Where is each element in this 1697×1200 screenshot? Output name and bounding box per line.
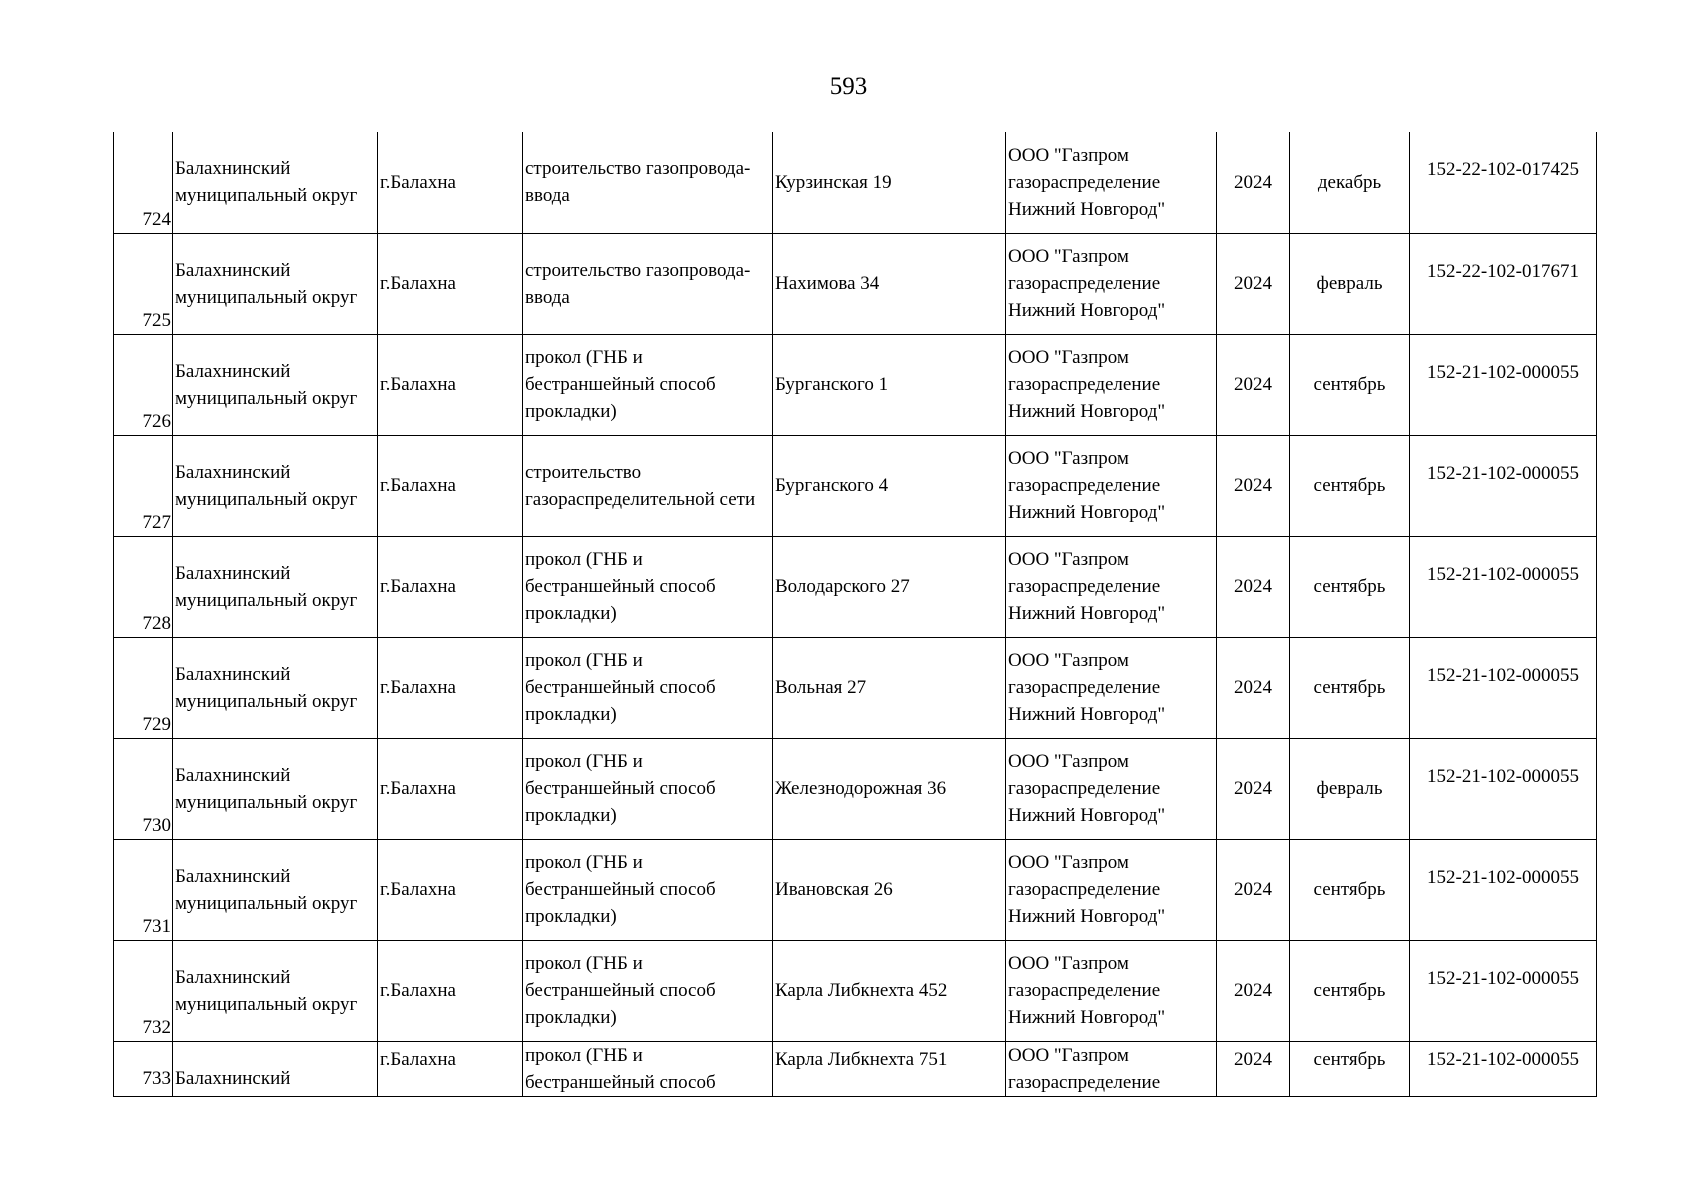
work-type-cell: строительство газопровода-ввода [523, 233, 773, 334]
address-cell: Железнодорожная 36 [773, 738, 1006, 839]
year-cell: 2024 [1217, 839, 1290, 940]
permit-number-cell: 152-21-102-000055 [1410, 1041, 1597, 1096]
work-type-cell: строительство газораспределительной сети [523, 435, 773, 536]
city-cell: г.Балахна [378, 132, 523, 233]
table-row [114, 435, 1597, 536]
year-cell: 2024 [1217, 637, 1290, 738]
district-cell: Балахнинский муниципальный округ [173, 637, 378, 738]
district-cell: Балахнинский муниципальный округ [173, 940, 378, 1041]
month-cell: декабрь [1290, 132, 1410, 233]
work-type-cell: прокол (ГНБ и бестраншейный способ прокладки) [523, 536, 773, 637]
permit-number-cell: 152-21-102-000055 [1410, 536, 1597, 637]
year-cell: 2024 [1217, 132, 1290, 233]
month-cell: сентябрь [1290, 334, 1410, 435]
organization-cell: ООО "Газпром газораспределение Нижний Новгород" [1006, 637, 1217, 738]
district-cell: Балахнинский [173, 1041, 378, 1096]
organization-cell: ООО "Газпром газораспределение Нижний Новгород" [1006, 839, 1217, 940]
year-cell: 2024 [1217, 738, 1290, 839]
address-cell: Бурганского 1 [773, 334, 1006, 435]
year-cell: 2024 [1217, 334, 1290, 435]
row-number: 731 [114, 839, 173, 940]
address-cell: Карла Либкнехта 751 [773, 1041, 1006, 1096]
table-row [114, 839, 1597, 940]
work-type-cell: прокол (ГНБ и бестраншейный способ прокладки) [523, 334, 773, 435]
district-cell: Балахнинский муниципальный округ [173, 233, 378, 334]
permit-number-cell: 152-21-102-000055 [1410, 940, 1597, 1041]
permit-number-cell: 152-22-102-017425 [1410, 132, 1597, 233]
table-row [114, 940, 1597, 1041]
month-cell: сентябрь [1290, 435, 1410, 536]
table-row [114, 233, 1597, 334]
row-number: 732 [114, 940, 173, 1041]
city-cell: г.Балахна [378, 536, 523, 637]
permit-number-cell: 152-21-102-000055 [1410, 738, 1597, 839]
district-cell: Балахнинский муниципальный округ [173, 536, 378, 637]
row-number: 725 [114, 233, 173, 334]
work-type-cell: прокол (ГНБ и бестраншейный способ прокладки) [523, 738, 773, 839]
city-cell: г.Балахна [378, 839, 523, 940]
year-cell: 2024 [1217, 536, 1290, 637]
table-row [114, 738, 1597, 839]
row-number: 728 [114, 536, 173, 637]
district-cell: Балахнинский муниципальный округ [173, 334, 378, 435]
permit-number-cell: 152-21-102-000055 [1410, 839, 1597, 940]
table-row [114, 132, 1597, 233]
district-cell: Балахнинский муниципальный округ [173, 132, 378, 233]
table-row [114, 334, 1597, 435]
address-cell: Карла Либкнехта 452 [773, 940, 1006, 1041]
table-row [114, 1041, 1597, 1096]
year-cell: 2024 [1217, 233, 1290, 334]
month-cell: сентябрь [1290, 839, 1410, 940]
row-number: 729 [114, 637, 173, 738]
work-type-cell: прокол (ГНБ и бестраншейный способ прокладки) [523, 940, 773, 1041]
address-cell: Нахимова 34 [773, 233, 1006, 334]
table-row [114, 536, 1597, 637]
row-number: 733 [114, 1041, 173, 1096]
organization-cell: ООО "Газпром газораспределение [1006, 1041, 1217, 1096]
year-cell: 2024 [1217, 940, 1290, 1041]
city-cell: г.Балахна [378, 637, 523, 738]
permit-number-cell: 152-21-102-000055 [1410, 334, 1597, 435]
month-cell: сентябрь [1290, 536, 1410, 637]
address-cell: Володарского 27 [773, 536, 1006, 637]
year-cell: 2024 [1217, 1041, 1290, 1096]
city-cell: г.Балахна [378, 940, 523, 1041]
city-cell: г.Балахна [378, 738, 523, 839]
month-cell: сентябрь [1290, 637, 1410, 738]
address-cell: Бурганского 4 [773, 435, 1006, 536]
registry-body [114, 132, 1597, 1096]
work-type-cell: прокол (ГНБ и бестраншейный способ прокладки) [523, 637, 773, 738]
address-cell: Вольная 27 [773, 637, 1006, 738]
address-cell: Ивановская 26 [773, 839, 1006, 940]
address-cell: Курзинская 19 [773, 132, 1006, 233]
permit-number-cell: 152-21-102-000055 [1410, 435, 1597, 536]
city-cell: г.Балахна [378, 1041, 523, 1096]
month-cell: февраль [1290, 738, 1410, 839]
row-number: 730 [114, 738, 173, 839]
work-type-cell: прокол (ГНБ и бестраншейный способ прокладки) [523, 839, 773, 940]
month-cell: февраль [1290, 233, 1410, 334]
organization-cell: ООО "Газпром газораспределение Нижний Новгород" [1006, 738, 1217, 839]
row-number: 724 [114, 132, 173, 233]
permit-number-cell: 152-21-102-000055 [1410, 637, 1597, 738]
registry-table [113, 132, 1597, 1097]
work-type-cell: прокол (ГНБ и бестраншейный способ [523, 1041, 773, 1096]
district-cell: Балахнинский муниципальный округ [173, 435, 378, 536]
district-cell: Балахнинский муниципальный округ [173, 738, 378, 839]
row-number: 726 [114, 334, 173, 435]
year-cell: 2024 [1217, 435, 1290, 536]
organization-cell: ООО "Газпром газораспределение Нижний Новгород" [1006, 435, 1217, 536]
month-cell: сентябрь [1290, 940, 1410, 1041]
organization-cell: ООО "Газпром газораспределение Нижний Новгород" [1006, 536, 1217, 637]
city-cell: г.Балахна [378, 233, 523, 334]
organization-cell: ООО "Газпром газораспределение Нижний Новгород" [1006, 940, 1217, 1041]
work-type-cell: строительство газопровода-ввода [523, 132, 773, 233]
organization-cell: ООО "Газпром газораспределение Нижний Новгород" [1006, 334, 1217, 435]
organization-cell: ООО "Газпром газораспределение Нижний Новгород" [1006, 132, 1217, 233]
organization-cell: ООО "Газпром газораспределение Нижний Новгород" [1006, 233, 1217, 334]
city-cell: г.Балахна [378, 435, 523, 536]
table-row [114, 637, 1597, 738]
page-number: 593 [829, 73, 868, 100]
month-cell: сентябрь [1290, 1041, 1410, 1096]
permit-number-cell: 152-22-102-017671 [1410, 233, 1597, 334]
row-number: 727 [114, 435, 173, 536]
city-cell: г.Балахна [378, 334, 523, 435]
district-cell: Балахнинский муниципальный округ [173, 839, 378, 940]
